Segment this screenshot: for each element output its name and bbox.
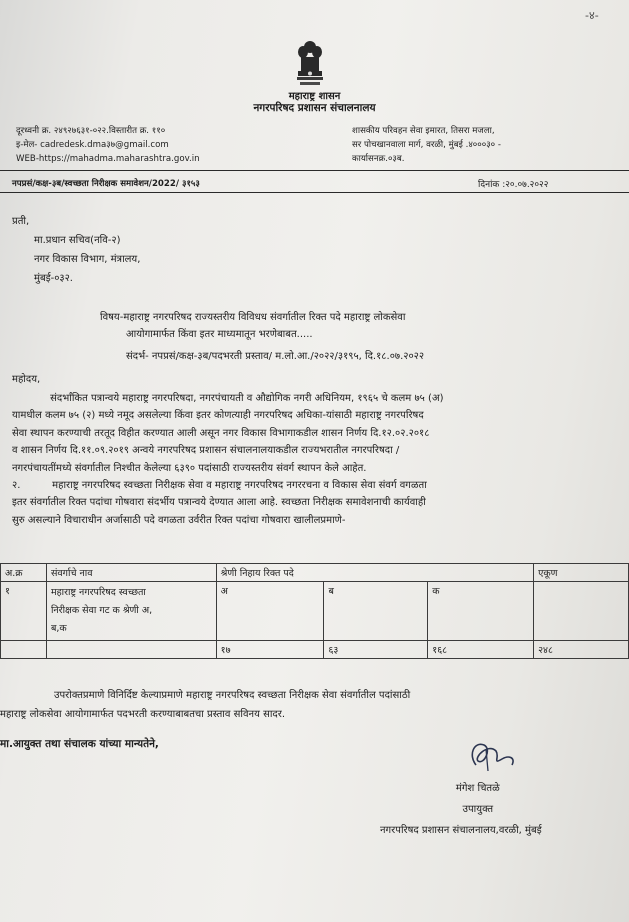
- table-header-row: [1, 564, 629, 582]
- total-category-c: १६८: [428, 641, 534, 659]
- department-name: नगरपरिषद प्रशासन संचालनालय: [253, 102, 376, 114]
- cadre-name-line: निरीक्षक सेवा गट क श्रेणी अ,: [50, 605, 153, 616]
- paragraph-line: सुरु असल्याने विचाराधीन अर्जासाठी पदे वगळता उर्वरीत रिक्त पदांचा गोषवारा खालीलप्रमाणे-: [12, 514, 346, 526]
- state-emblem-icon: [293, 40, 327, 88]
- row-serial: १: [1, 582, 47, 641]
- header-divider: [0, 170, 629, 171]
- website-line: WEB-https://mahadma.maharashtra.gov.in: [16, 154, 200, 164]
- addressee-prati: प्रती,: [12, 216, 30, 227]
- reference-line: संदर्भ- नपप्रसं/कक्ष-३ब/पदभरती प्रस्ताव/ म.लो.आ./२०२२/३१९५, दि.१८.०७.२०२२: [126, 351, 425, 362]
- header-total: एकूण: [534, 564, 629, 582]
- paragraph-line: सेवा स्थापन करण्याची तरतूद विहीत करण्यात आली असून नगर विकास विभागाकडील शासन निर्णय दि.१२.०२.२०१८: [12, 427, 430, 439]
- body-paragraphs: [12, 390, 444, 529]
- subject-block: [100, 309, 405, 343]
- reference-divider: [0, 192, 629, 193]
- subject-line: आयोगामार्फत किंवा इतर माध्यमातून भरणेबाबत.....: [126, 329, 313, 340]
- addressee-line: मुंबई-०३२.: [34, 273, 73, 284]
- letter-date: दिनांक :२०.०७.२०२२: [478, 180, 549, 190]
- paragraph-line: इतर संवर्गातील रिक्त पदांचा गोषवारा संदर्भीय पत्रान्वये देण्यात आला आहे. स्वच्छता निरीक्षक समावेशनाची कार्यवाही: [12, 497, 426, 509]
- closing-line: उपरोक्तप्रमाणे विनिर्दिष्ट केल्याप्रमाणे महाराष्ट्र नगरपरिषद स्वच्छता निरीक्षक सेवा संवर्गातील पदांसाठी: [54, 690, 411, 701]
- header-cadre-name: संवर्गाचे नाव: [46, 564, 216, 582]
- closing-paragraph: [0, 686, 411, 724]
- header-serial: अ.क्र: [1, 564, 47, 582]
- total-category-a: १७: [216, 641, 324, 659]
- cadre-name-line: महाराष्ट्र नगरपरिषद स्वच्छता: [50, 587, 146, 598]
- address-line-3: कार्यासनक्र.०३ब.: [352, 154, 405, 164]
- category-c-label: क: [428, 582, 534, 641]
- addressee-line: मा.प्रधान सचिव(नवि-२): [34, 235, 121, 246]
- row-cadre-name: [46, 582, 216, 641]
- handwritten-signature: [462, 735, 528, 775]
- paragraph-line: व शासन निर्णय दि.११.०९.२०१९ अन्वये नगरपरिषद प्रशासन संचालनालयाकडील राज्यभरातील नगरपरिषदा /: [12, 445, 400, 457]
- closing-line: महाराष्ट्र लोकसेवा आयोगामार्फत पदभरती करण्याबाबतचा प्रस्ताव सविनय सादर.: [0, 709, 285, 720]
- totals-name-empty: [46, 641, 216, 659]
- paragraph-line: २. महाराष्ट्र नगरपरिषद स्वच्छता निरीक्षक सेवा व महाराष्ट्र नगरपरिषद नगररचना व विकास सेवा संवर्ग वगळता: [12, 480, 427, 492]
- paragraph-line: नगरपंचायतींमध्ये संवर्गातील निश्चीत केलेल्या ६३९० पदांसाठी राज्यस्तरीय संवर्ग स्थापन केले आहेत.: [12, 462, 367, 474]
- header-category-vacancies: श्रेणी निहाय रिक्त पदे: [216, 564, 533, 582]
- approval-line: मा.आयुक्त तथा संचालक यांच्या मान्यतेने,: [0, 738, 159, 750]
- salutation: महोदय,: [12, 374, 41, 385]
- phone-line: दूरध्वनी क्र. २४९२७६३१-०२२.विस्तारीत क्र. ११०: [16, 126, 166, 136]
- subject-line: विषय-महाराष्ट्र नगरपरिषद राज्यस्तरीय विविधध संवर्गातील रिक्त पदे महाराष्ट्र लोकसेवा: [100, 312, 406, 323]
- contact-right: [352, 124, 501, 166]
- paragraph-line: संदर्भांकित पत्रान्वये महाराष्ट्र नगरपरिषदा, नगरपंचायती व औद्योगिक नगरी अधिनियम, १९६५ चे कलम ७५ (अ): [12, 393, 444, 404]
- cadre-name-line: ब,क: [50, 623, 67, 634]
- grand-total: २४८: [534, 641, 629, 659]
- page-number: -४-: [585, 9, 599, 22]
- table-row: [1, 582, 629, 641]
- signatory-designation: उपायुक्त: [462, 804, 494, 815]
- addressee-line: नगर विकास विभाग, मंत्रालय,: [34, 254, 141, 265]
- address-line-2: सर पोचखानवाला मार्ग, वरळी, मुंबई .४०००३० -: [352, 140, 501, 150]
- row-total-empty: [534, 582, 629, 641]
- email-line: इ-मेल- cadredesk.dma३७@gmail.com: [16, 140, 169, 150]
- signatory-office: नगरपरिषद प्रशासन संचालनालय,वरळी, मुंबई: [380, 825, 542, 836]
- addressee-block: [12, 212, 140, 288]
- category-a-label: अ: [216, 582, 324, 641]
- contact-left: [16, 124, 200, 166]
- table-totals-row: [1, 641, 629, 659]
- total-category-b: ६३: [324, 641, 428, 659]
- address-line-1: शासकीय परिवहन सेवा इमारत, तिसरा मजला,: [352, 126, 495, 136]
- signature-block: [380, 778, 542, 841]
- vacancy-table: [0, 563, 629, 659]
- totals-serial-empty: [1, 641, 47, 659]
- government-name: महाराष्ट्र शासन: [288, 91, 341, 102]
- category-b-label: ब: [324, 582, 428, 641]
- signatory-name: मंगेश चितळे: [455, 783, 500, 794]
- paragraph-line: यामधील कलम ७५ (२) मध्ये नमूद असलेल्या किंवा इतर कोणत्याही नगरपरिषद अधिका-यांसाठी महाराष्ट्र नगरपरिषद: [12, 410, 424, 422]
- reference-number: नपप्रसं/कक्ष-३ब/स्वच्छता निरीक्षक समावेशन/2022/ ३१५३: [12, 179, 200, 189]
